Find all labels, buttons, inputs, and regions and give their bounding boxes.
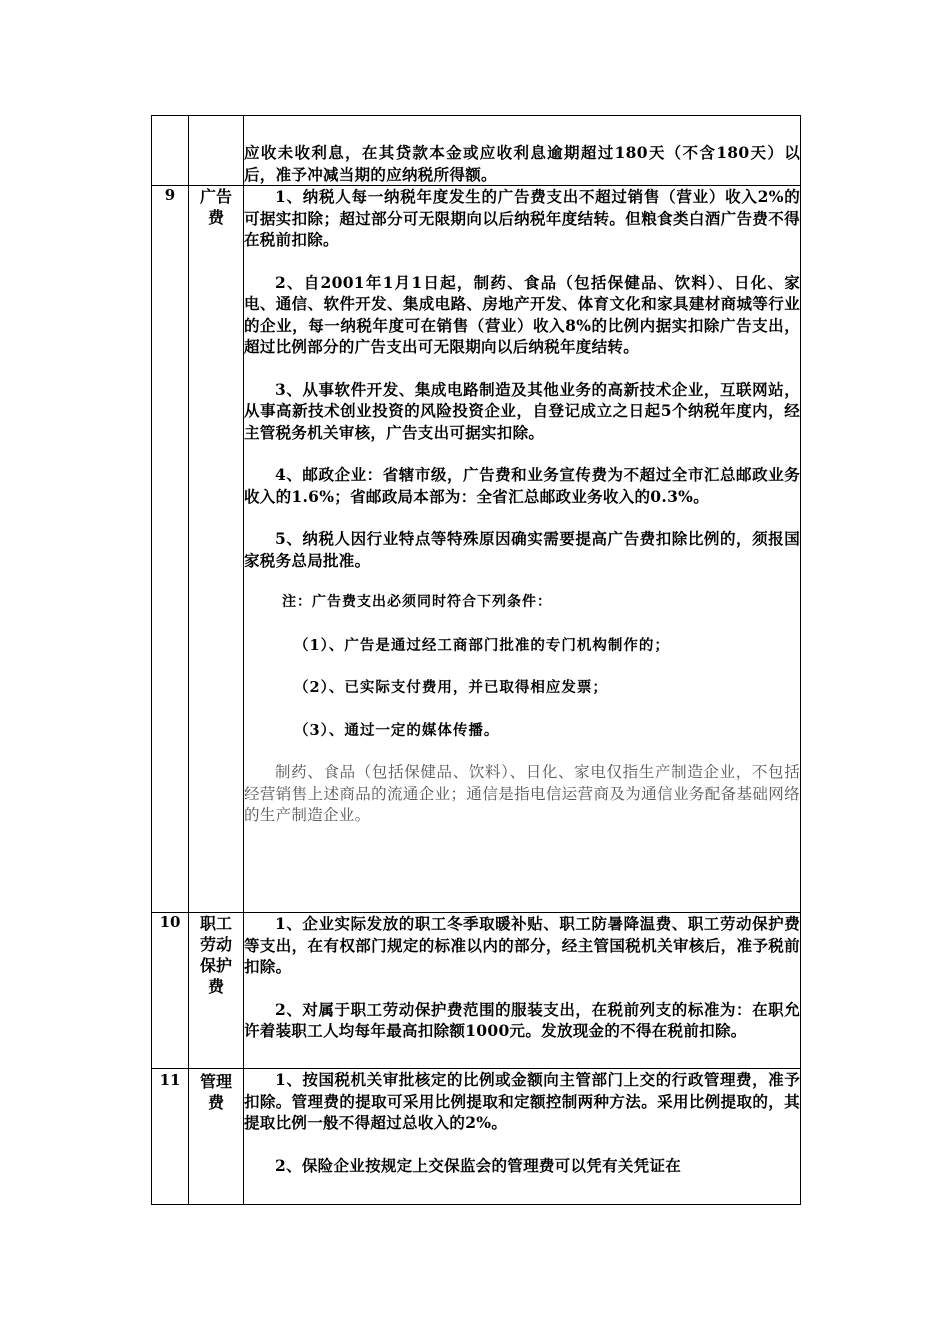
item-name: 管理费 [189, 1069, 244, 1205]
content-paragraph: 1、纳税人每一纳税年度发生的广告费支出不超过销售（营业）收入2%的可据实扣除；超过部分可无限期向以后纳税年度结转。但粮食类白酒广告费不得在税前扣除。 [244, 187, 800, 249]
note-heading: 注：广告费支出必须同时符合下列条件： [282, 594, 552, 610]
item-content [244, 186, 801, 913]
item-content [244, 116, 801, 186]
condition-item: （3）、通过一定的媒体传播。 [294, 721, 500, 739]
content-paragraph: 5、纳税人因行业特点等特殊原因确实需要提高广告费扣除比例的，须报国家税务总局批准。 [244, 529, 800, 570]
condition-item: （2）、已实际支付费用，并已取得相应发票； [294, 679, 608, 696]
item-content [244, 913, 801, 1069]
content-paragraph: 1、按国税机关审批核定的比例或金额向主管部门上交的行政管理费，准予扣除。管理费的提取可采用比例提取和定额控制两种方法。采用比例提取的，其提取比例一般不得超过总收入的2%。 [244, 1070, 800, 1132]
table-row [152, 1069, 801, 1205]
content-paragraph: 2、对属于职工劳动保护费范围的服装支出，在税前列支的标准为：在职允许着装职工人均每年最高扣除额1000元。发放现金的不得在税前扣除。 [244, 999, 800, 1040]
item-name: 职工劳动保护费 [189, 913, 244, 1069]
table-row [152, 186, 801, 913]
row-number: 9 [152, 186, 189, 913]
deduction-table [151, 115, 801, 1205]
item-name: 广告费 [189, 186, 244, 913]
content-paragraph: 2、自2001年1月1日起，制药、食品（包括保健品、饮料）、日化、家电、通信、软件开发、集成电路、房地产开发、体育文化和家具建材商城等行业的企业，每一纳税年度可在销售（营业）收入8%的比例内据实扣除广告支出，超过比例部分的广告支出可无限期向以后纳税年度结转。 [244, 272, 800, 356]
content-paragraph: 1、企业实际发放的职工冬季取暖补贴、职工防暑降温费、职工劳动保护费等支出，在有权部门规定的标准以内的部分，经主管国税机关审核后，准予税前扣除。 [244, 914, 800, 976]
content-paragraph: 3、从事软件开发、集成电路制造及其他业务的高新技术企业，互联网站，从事高新技术创业投资的风险投资企业，自登记成立之日起5个纳税年度内，经主管税务机关审核，广告支出可据实扣除。 [244, 379, 800, 442]
item-name [189, 116, 244, 186]
condition-item: （1）、广告是通过经工商部门批准的专门机构制作的； [294, 636, 670, 654]
content-paragraph: 2、保险企业按规定上交保监会的管理费可以凭有关凭证在 [275, 1155, 682, 1175]
row-number: 11 [152, 1069, 189, 1205]
content-paragraph: 应收未收利息，在其贷款本金或应收利息逾期超过180天（不含180天）以后，准予冲减当期的应纳税所得额。 [244, 143, 800, 184]
table-row [152, 913, 801, 1069]
remark-paragraph: 制药、食品（包括保健品、饮料）、日化、家电仅指生产制造企业，不包括经营销售上述商品的流通企业；通信是指电信运营商及为通信业务配备基础网络的生产制造企业。 [244, 763, 800, 824]
content-paragraph: 4、邮政企业：省辖市级，广告费和业务宣传费为不超过全市汇总邮政业务收入的1.6%；省邮政局本部为：全省汇总邮政业务收入的0.3%。 [244, 465, 800, 506]
item-content [244, 1069, 801, 1205]
row-number [152, 116, 189, 186]
row-number: 10 [152, 913, 189, 1069]
table-row [152, 116, 801, 186]
